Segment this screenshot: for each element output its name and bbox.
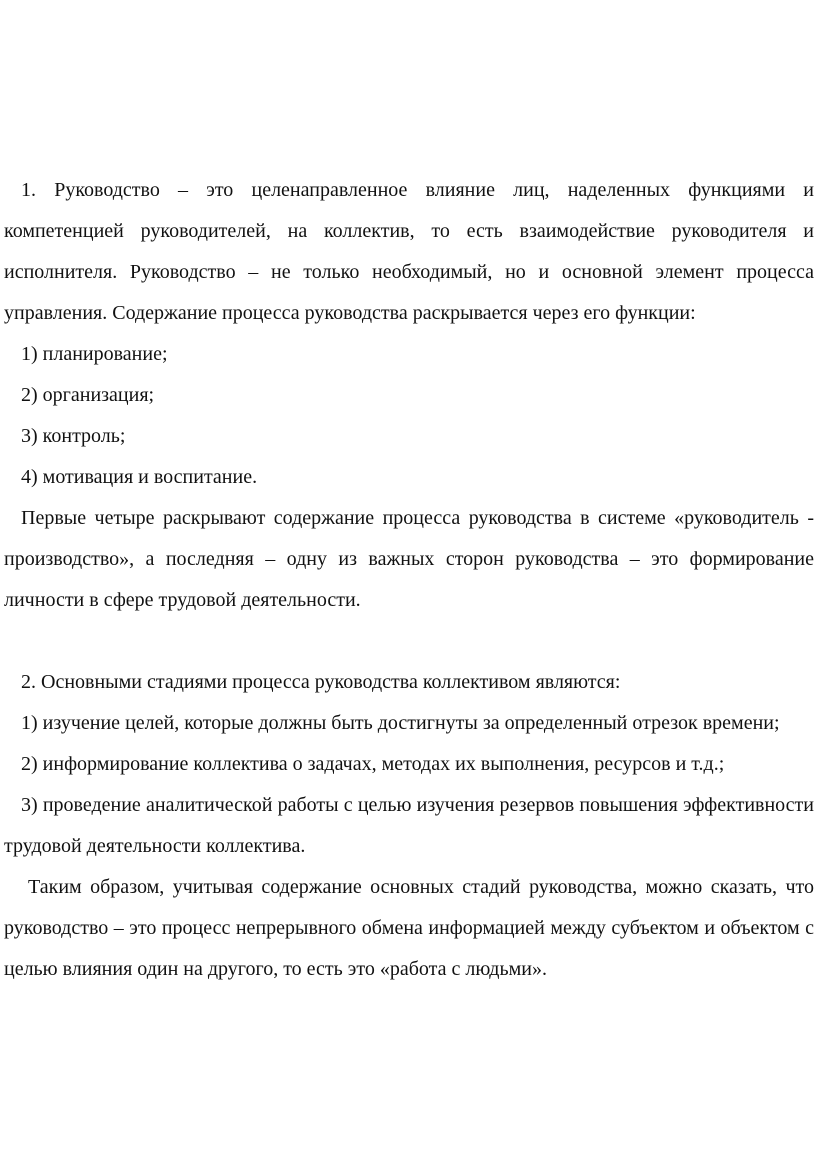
- document-page: [0, 170, 816, 990]
- function-item-organization: 2) организация;: [21, 384, 155, 406]
- function-item-control: 3) контроль;: [21, 425, 126, 447]
- stage-item-goals: 1) изучение целей, которые должны быть достигнуты за определенный отрезок времени;: [21, 712, 780, 734]
- function-item-planning: 1) планирование;: [21, 343, 168, 365]
- section2-conclusion: Таким образом, учитывая содержание основных стадий руководства, можно сказать, что руководство – это процесс непрерывного обмена информацией между субъектом и объектом с целью влияния один на другого, то есть это «работа с людьми».: [4, 876, 814, 980]
- function-item-motivation: 4) мотивация и воспитание.: [21, 466, 258, 488]
- section-spacer: [4, 621, 814, 662]
- section1-summary: Первые четыре раскрывают содержание процесса руководства в системе «руководитель - производство», а последняя – одну из важных сторон руководства – это формирование личности в сфере трудовой деятельности.: [4, 507, 814, 611]
- stage-item-analysis: 3) проведение аналитической работы с целью изучения резервов повышения эффективности трудовой деятельности коллектива.: [4, 794, 814, 857]
- stage-item-informing: 2) информирование коллектива о задачах, методах их выполнения, ресурсов и т.д.;: [21, 753, 725, 775]
- section2-intro: 2. Основными стадиями процесса руководства коллективом являются:: [21, 671, 621, 693]
- section1-intro: 1. Руководство – это целенаправленное влияние лиц, наделенных функциями и компетенцией руководителей, на коллектив, то есть взаимодействие руководителя и исполнителя. Руководство – не только необходимый, но и основной элемент процесса управления. Содержание процесса руководства раскрывается через его функции:: [4, 179, 814, 324]
